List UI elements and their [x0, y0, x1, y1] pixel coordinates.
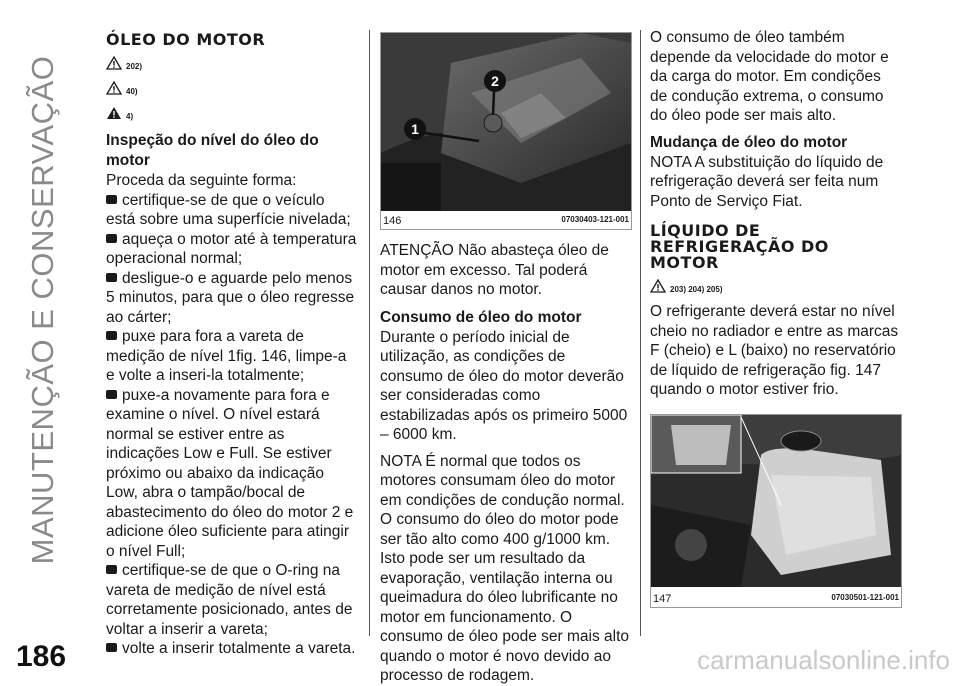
column-1 — [106, 28, 358, 659]
subheading-oil-level-check: Inspeção do nível do óleo do motor — [106, 132, 319, 169]
figure-code: 07030501-121-001 — [831, 592, 899, 602]
section-heading-coolant: LÍQUIDO DE REFRIGERAÇÃO DO MOTOR — [650, 221, 829, 272]
figure-number: 147 — [653, 592, 672, 605]
intro-text: Proceda da seguinte forma: — [106, 172, 297, 189]
paragraph: Durante o período inicial de utilização, as condições de consumo de óleo do motor deverão ser consideradas como estabilizadas após os primeiro 5000 – 6000 km. — [380, 328, 628, 443]
figure-147-coolant-reservoir — [650, 414, 902, 608]
watermark: carmanualsonline.info — [697, 645, 950, 675]
paragraph: O refrigerante deverá estar no nível cheio no radiador e entre as marcas F (cheio) e L (baixo) no reservatório de líquido de refrigeração fig. 147 quando o motor estiver frio. — [650, 303, 899, 398]
warning-triangle-icon — [650, 279, 666, 293]
subheading-oil-consumption: Consumo de óleo do motor — [380, 308, 582, 326]
bullet-icon — [106, 331, 117, 340]
page-number: 186 — [16, 640, 67, 673]
side-section-title: MANUTENÇÃO E CONSERVAÇÃO — [25, 55, 60, 565]
list-item: aqueça o motor até à temperatura operacional normal; — [106, 230, 357, 267]
section-heading-oil: ÓLEO DO MOTOR — [106, 30, 266, 49]
bullet-icon — [106, 390, 117, 399]
bullet-icon — [106, 273, 117, 282]
warning-triangle-icon — [106, 81, 122, 95]
attention-icon — [106, 106, 122, 120]
coolant-photo — [651, 415, 901, 587]
bullet-icon — [106, 565, 117, 574]
figure-caption — [383, 215, 629, 227]
warning-ref: 202) — [106, 53, 358, 73]
bullet-icon — [106, 234, 117, 243]
callout-2-label: 2 — [491, 73, 499, 89]
bullet-icon — [106, 195, 117, 204]
column-divider — [369, 30, 370, 636]
figure-number: 146 — [383, 215, 402, 227]
list-item: puxe para fora a vareta de medição de nível 1fig. 146, limpe-a e volte a inseri-la totalmente; — [106, 328, 347, 384]
list-item: certifique-se de que o veículo está sobre uma superfície nivelada; — [106, 191, 351, 228]
paragraph: O consumo de óleo também depende da velocidade do motor e da carga do motor. Em condições de condução extrema, o consumo do óleo pode ser mais alto. — [650, 29, 889, 124]
list-item: certifique-se de que o O-ring na vareta de medição de nível está corretamente posicionado, antes de voltar a inserir a vareta; — [106, 562, 353, 638]
column-3 — [650, 28, 902, 608]
callout-1-label: 1 — [411, 121, 419, 137]
engine-photo — [381, 33, 631, 211]
figure-146-engine-bay — [380, 32, 632, 230]
subheading-oil-change: Mudança de óleo do motor — [650, 133, 848, 151]
column-2 — [380, 32, 632, 686]
bullet-icon — [106, 643, 117, 652]
warning-ref: 40) — [106, 78, 358, 98]
warning-triangle-icon — [106, 56, 122, 70]
column-divider — [640, 30, 641, 636]
warning-ref: 203) 204) 205) — [650, 276, 902, 296]
figure-caption — [653, 593, 899, 605]
warning-ref: 4) — [106, 103, 358, 123]
list-item: volte a inserir totalmente a vareta. — [106, 639, 358, 659]
paragraph: NOTA A substituição do líquido de refrigeração deverá ser feita num Ponto de Serviço Fiat. — [650, 153, 884, 210]
figure-code: 07030403-121-001 — [561, 215, 629, 224]
list-item: puxe-a novamente para fora e examine o nível. O nível estará normal se estiver entre as indicações Low e Full. Se estiver próximo ou abaixo da indicação Low, abra o tampão/bocal de abastecimento do óleo do motor 2 e adicione óleo suficiente para atingir o nível Full; — [106, 386, 354, 560]
list-item: desligue-o e aguarde pelo menos 5 minutos, para que o óleo regresse ao cárter; — [106, 269, 355, 326]
paragraph: NOTA É normal que todos os motores consumam óleo do motor em condições de condução normal. O consumo do óleo do motor pode ser tão alto como 400 g/1000 km. Isto pode ser um resultado da evaporação, ventilação interna ou queimadura do óleo lubrificante no motor em funcionamento. O consumo de óleo pode ser mais alto quando o motor é novo devido ao processo de rodagem. — [380, 452, 630, 684]
attention-note: ATENÇÃO Não abasteça óleo de motor em excesso. Tal poderá causar danos no motor. — [380, 242, 609, 298]
